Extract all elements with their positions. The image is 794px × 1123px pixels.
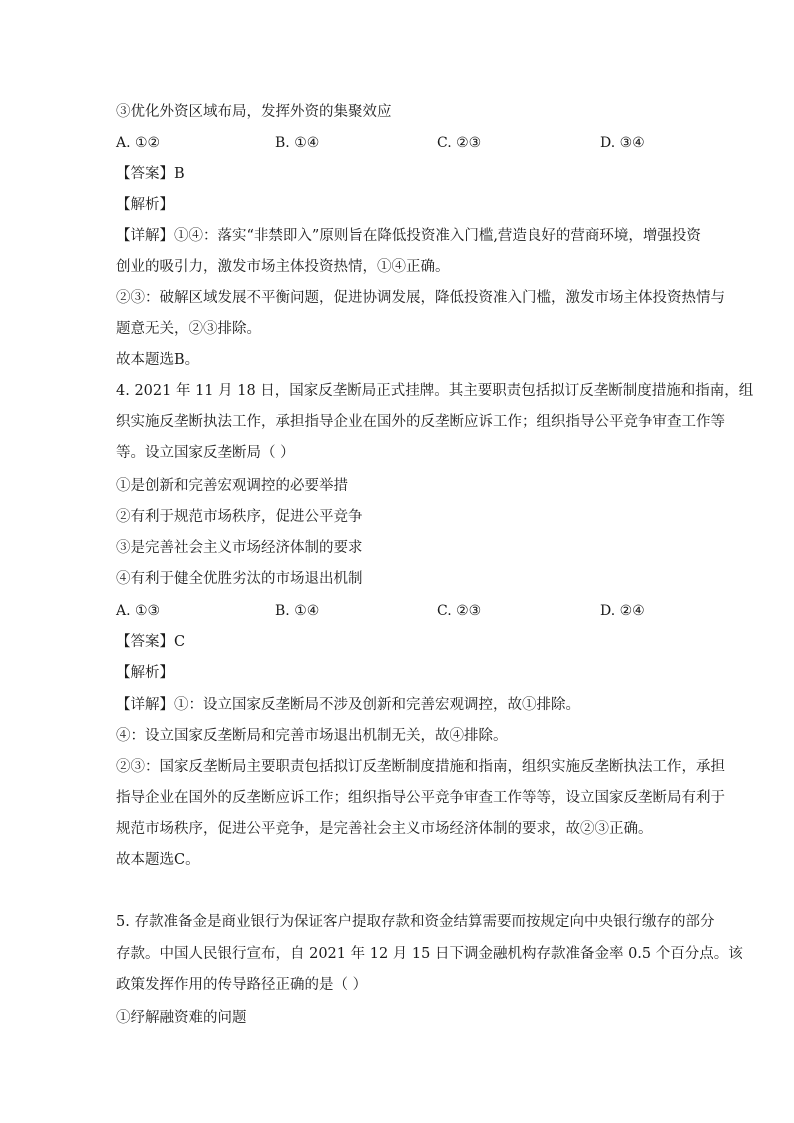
q4-detail-line-1: 【详解】①：设立国家反垄断局不涉及创新和完善宏观调控，故①排除。	[116, 697, 580, 713]
q3-option-d: D. ③④	[600, 135, 645, 151]
q4-stem-line-2: 织实施反垄断执法工作，承担指导企业在国外的反垄断应诉工作；组织指导公平竞争审查工作等	[116, 414, 725, 430]
q4-statement-2: ②有利于规范市场秩序，促进公平竞争	[116, 509, 363, 525]
q4-statement-3: ③是完善社会主义市场经济体制的要求	[116, 540, 363, 556]
q3-option-c: C. ②③	[437, 135, 482, 151]
q4-answer: 【答案】C	[116, 634, 186, 650]
q4-conclusion: 故本题选C。	[116, 852, 200, 868]
q4-option-c: C. ②③	[437, 603, 482, 619]
q3-detail-line-4: 题意无关，②③排除。	[116, 321, 261, 337]
q5-stem-line-1: 5. 存款准备金是商业银行为保证客户提取存款和资金结算需要而按规定向中央银行缴存的部分	[116, 914, 715, 930]
q3-options	[116, 133, 706, 153]
q3-option-b: B. ①④	[275, 135, 320, 151]
q4-detail-line-2: ④：设立国家反垄断局和完善市场退出机制无关，故④排除。	[116, 728, 508, 744]
q3-analysis-heading: 【解析】	[116, 197, 174, 213]
q5-statement-1: ①纾解融资难的问题	[116, 1010, 247, 1026]
q4-detail-line-4: 指导企业在国外的反垄断应诉工作；组织指导公平竞争审查工作等等，设立国家反垄断局有利于	[116, 790, 725, 806]
q4-options	[116, 601, 706, 621]
q5-stem-line-3: 政策发挥作用的传导路径正确的是（ ）	[116, 977, 368, 993]
q3-detail-line-3: ②③：破解区域发展不平衡问题，促进协调发展，降低投资准入门槛，激发市场主体投资热情与	[116, 290, 725, 306]
q4-option-a: A. ①③	[116, 603, 161, 619]
q5-stem-line-2: 存款。中国人民银行宣布，自 2021 年 12 月 15 日下调金融机构存款准备金率 0.5 个百分点。该	[116, 946, 743, 962]
q4-analysis-heading: 【解析】	[116, 665, 174, 681]
q4-option-b: B. ①④	[275, 603, 320, 619]
q3-answer: 【答案】B	[116, 166, 185, 182]
q4-stem-line-3: 等。设立国家反垄断局（ ）	[116, 445, 295, 461]
q3-detail-line-2: 创业的吸引力，激发市场主体投资热情，①④正确。	[116, 259, 450, 275]
q4-statement-4: ④有利于健全优胜劣汰的市场退出机制	[116, 571, 363, 587]
q4-statement-1: ①是创新和完善宏观调控的必要举措	[116, 478, 348, 494]
q3-conclusion: 故本题选B。	[116, 352, 200, 368]
q3-statement-3: ③优化外资区域布局，发挥外资的集聚效应	[116, 104, 392, 120]
q4-detail-line-3: ②③：国家反垄断局主要职责包括拟订反垄断制度措施和指南，组织实施反垄断执法工作，承担	[116, 759, 725, 775]
q4-detail-line-5: 规范市场秩序，促进公平竞争，是完善社会主义市场经济体制的要求，故②③正确。	[116, 821, 653, 837]
q3-detail-line-1: 【详解】①④：落实“非禁即入”原则旨在降低投资准入门槛,营造良好的营商环境，增强投资	[116, 228, 701, 244]
q4-option-d: D. ②④	[600, 603, 645, 619]
q3-option-a: A. ①②	[116, 135, 161, 151]
q4-stem-line-1: 4. 2021 年 11 月 18 日，国家反垄断局正式挂牌。其主要职责包括拟订反垄断制度措施和指南，组	[116, 383, 754, 399]
